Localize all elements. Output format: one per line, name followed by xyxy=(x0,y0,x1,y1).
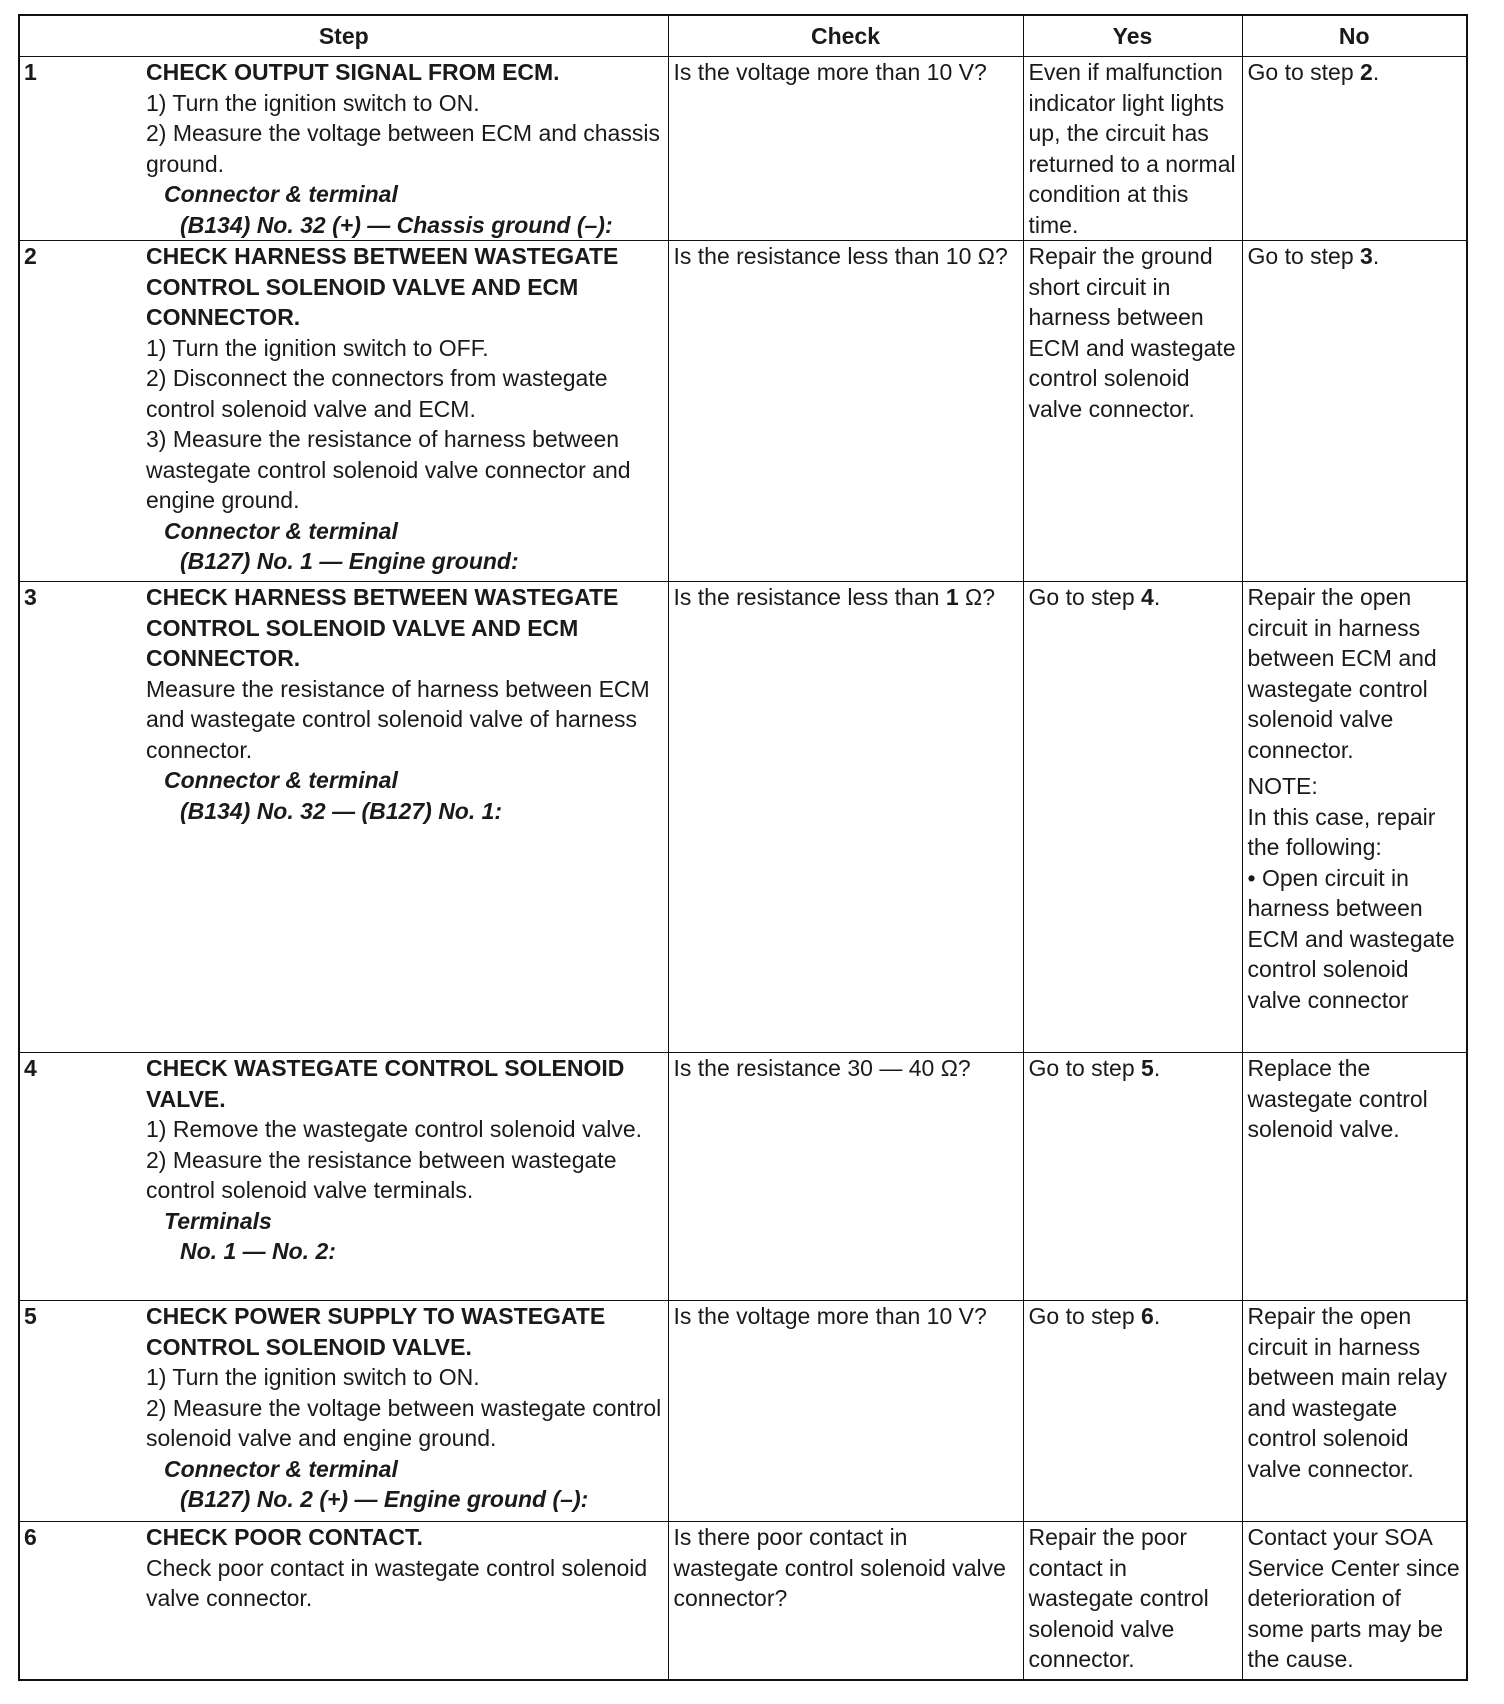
step-number: 1 xyxy=(24,59,37,85)
step-instruction: Measure the resistance of harness between ECM and wastegate control solenoid valve of harness connector. xyxy=(146,675,650,763)
no-step-ref: 3 xyxy=(1360,243,1373,269)
check-cell xyxy=(668,1053,1023,1301)
yes-text-main: Go to step xyxy=(1028,1055,1142,1081)
yes-text xyxy=(1024,1301,1242,1332)
table-row xyxy=(19,1053,1467,1301)
spec-value: (B134) No. 32 (+) — Chassis ground (–): xyxy=(180,211,613,238)
step-title: CHECK HARNESS BETWEEN WASTEGATE CONTROL SOLENOID VALVE AND ECM CONNECTOR. xyxy=(146,584,619,671)
spec-label: Connector & terminal xyxy=(164,1455,398,1482)
yes-text xyxy=(1024,582,1242,613)
yes-text xyxy=(1024,241,1242,424)
check-cell xyxy=(668,241,1023,582)
step-cell xyxy=(19,57,668,241)
yes-text xyxy=(1024,1522,1242,1675)
check-text: Is the voltage more than 10 V? xyxy=(673,1303,987,1329)
yes-text-main: Even if malfunction indicator light lights up, the circuit has returned to a normal condition at this time. xyxy=(1028,59,1236,238)
check-text: Is the resistance 30 — 40 Ω? xyxy=(673,1055,971,1081)
check-text xyxy=(669,582,1023,613)
no-text-main: Contact your SOA Service Center since deterioration of some parts may be the cause. xyxy=(1247,1524,1460,1672)
yes-text-main: Repair the poor contact in wastegate control solenoid valve connector. xyxy=(1028,1524,1209,1672)
no-cell xyxy=(1242,1522,1467,1680)
step-instruction: 2) Measure the voltage between wastegate control solenoid valve and engine ground. xyxy=(146,1394,662,1451)
no-cell xyxy=(1242,241,1467,582)
spec-value: (B134) No. 32 — (B127) No. 1: xyxy=(180,797,503,824)
step-number: 5 xyxy=(24,1303,37,1329)
no-cell xyxy=(1242,57,1467,241)
header-check: Check xyxy=(668,15,1023,57)
step-instruction: 2) Disconnect the connectors from wastegate control solenoid valve and ECM. xyxy=(146,365,608,422)
no-text-tail: . xyxy=(1372,243,1380,269)
note-text: In this case, repair the following: xyxy=(1247,803,1436,860)
no-text-main: Go to step xyxy=(1247,243,1361,269)
diagnostic-procedure-table xyxy=(18,14,1468,1681)
no-text xyxy=(1243,1522,1467,1675)
step-title: CHECK OUTPUT SIGNAL FROM ECM. xyxy=(146,59,560,85)
check-cell xyxy=(668,1522,1023,1680)
step-instruction: Check poor contact in wastegate control solenoid valve connector. xyxy=(146,1554,648,1611)
no-text xyxy=(1243,57,1467,88)
no-text-main: Repair the open circuit in harness between main relay and wastegate control solenoid valve connector. xyxy=(1247,1303,1447,1482)
step-number: 6 xyxy=(24,1524,37,1550)
spec-label: Connector & terminal xyxy=(164,767,398,793)
yes-text-tail: . xyxy=(1153,584,1161,610)
header-no: No xyxy=(1242,15,1467,57)
step-number: 3 xyxy=(24,584,37,610)
yes-cell xyxy=(1023,1301,1242,1522)
header-yes: Yes xyxy=(1023,15,1242,57)
step-title: CHECK HARNESS BETWEEN WASTEGATE CONTROL SOLENOID VALVE AND ECM CONNECTOR. xyxy=(146,243,619,330)
spec-label: Connector & terminal xyxy=(164,517,398,544)
no-text xyxy=(1243,241,1467,272)
step-cell xyxy=(19,241,668,582)
check-text: Is the resistance less than 10 Ω? xyxy=(673,243,1008,269)
no-cell xyxy=(1242,1301,1467,1522)
yes-cell xyxy=(1023,57,1242,241)
check-cell xyxy=(668,582,1023,1053)
table-row xyxy=(19,57,1467,241)
yes-step-ref: 4 xyxy=(1141,584,1154,610)
step-instruction: 2) Measure the resistance between wastegate control solenoid valve terminals. xyxy=(146,1146,617,1203)
check-cell xyxy=(668,57,1023,241)
yes-cell xyxy=(1023,1522,1242,1680)
step-number: 4 xyxy=(24,1055,37,1081)
step-title: CHECK WASTEGATE CONTROL SOLENOID VALVE. xyxy=(146,1055,625,1112)
table-row xyxy=(19,241,1467,582)
no-text-tail: . xyxy=(1372,59,1380,85)
yes-text-main: Repair the ground short circuit in harness between ECM and wastegate control solenoid valve connector. xyxy=(1028,243,1236,422)
header-step: Step xyxy=(19,15,668,57)
table-header-row xyxy=(19,15,1467,57)
step-cell xyxy=(19,1522,668,1680)
step-instruction: 1) Turn the ignition switch to OFF. xyxy=(146,334,489,361)
step-instruction: 2) Measure the voltage between ECM and chassis ground. xyxy=(146,120,660,177)
yes-text-main: Go to step xyxy=(1028,1303,1142,1329)
yes-text-main: Go to step xyxy=(1028,584,1142,610)
no-cell xyxy=(1242,1053,1467,1301)
note-label: NOTE: xyxy=(1247,773,1318,799)
table-row xyxy=(19,1522,1467,1680)
check-value: 1 xyxy=(945,584,959,610)
step-cell xyxy=(19,582,668,1053)
yes-text-tail: . xyxy=(1153,1303,1161,1329)
yes-text xyxy=(1024,1053,1242,1084)
step-number: 2 xyxy=(24,243,37,269)
no-cell xyxy=(1242,582,1467,1053)
step-cell xyxy=(19,1301,668,1522)
step-title: CHECK POOR CONTACT. xyxy=(146,1524,423,1550)
yes-text-tail: . xyxy=(1153,1055,1161,1081)
no-text-main: Go to step xyxy=(1247,59,1361,85)
note-bullet: • Open circuit in harness between ECM and wastegate control solenoid valve connector xyxy=(1247,864,1455,1013)
spec-label: Terminals xyxy=(164,1207,272,1234)
spec-value: (B127) No. 1 — Engine ground: xyxy=(180,548,519,574)
check-text-tail: Ω? xyxy=(958,584,995,610)
yes-cell xyxy=(1023,241,1242,582)
step-instruction: 1) Turn the ignition switch to ON. xyxy=(146,1364,480,1390)
step-instruction: 1) Turn the ignition switch to ON. xyxy=(146,89,480,116)
check-text: Is there poor contact in wastegate control solenoid valve connector? xyxy=(673,1524,1006,1611)
no-text xyxy=(1243,1301,1467,1484)
yes-cell xyxy=(1023,582,1242,1053)
spec-value: (B127) No. 2 (+) — Engine ground (–): xyxy=(180,1486,589,1512)
check-cell xyxy=(668,1301,1023,1522)
yes-cell xyxy=(1023,1053,1242,1301)
check-text: Is the voltage more than 10 V? xyxy=(673,59,987,85)
yes-text xyxy=(1024,57,1242,240)
no-text-main: Repair the open circuit in harness between ECM and wastegate control solenoid valve connector. xyxy=(1247,584,1437,763)
no-text xyxy=(1243,582,1467,765)
step-cell xyxy=(19,1053,668,1301)
yes-step-ref: 5 xyxy=(1141,1055,1154,1081)
no-text xyxy=(1243,1053,1467,1145)
no-text-main: Replace the wastegate control solenoid valve. xyxy=(1247,1055,1428,1142)
step-instruction: 1) Remove the wastegate control solenoid valve. xyxy=(146,1116,643,1142)
yes-step-ref: 6 xyxy=(1141,1303,1154,1329)
spec-value: No. 1 — No. 2: xyxy=(180,1238,336,1264)
no-step-ref: 2 xyxy=(1360,59,1373,85)
table-row xyxy=(19,1301,1467,1522)
step-instruction: 3) Measure the resistance of harness between wastegate control solenoid valve connector and engine ground. xyxy=(146,426,631,513)
check-text-main: Is the resistance less than xyxy=(673,584,946,610)
table-row xyxy=(19,582,1467,1053)
spec-label: Connector & terminal xyxy=(164,181,398,207)
step-title: CHECK POWER SUPPLY TO WASTEGATE CONTROL SOLENOID VALVE. xyxy=(146,1303,606,1360)
